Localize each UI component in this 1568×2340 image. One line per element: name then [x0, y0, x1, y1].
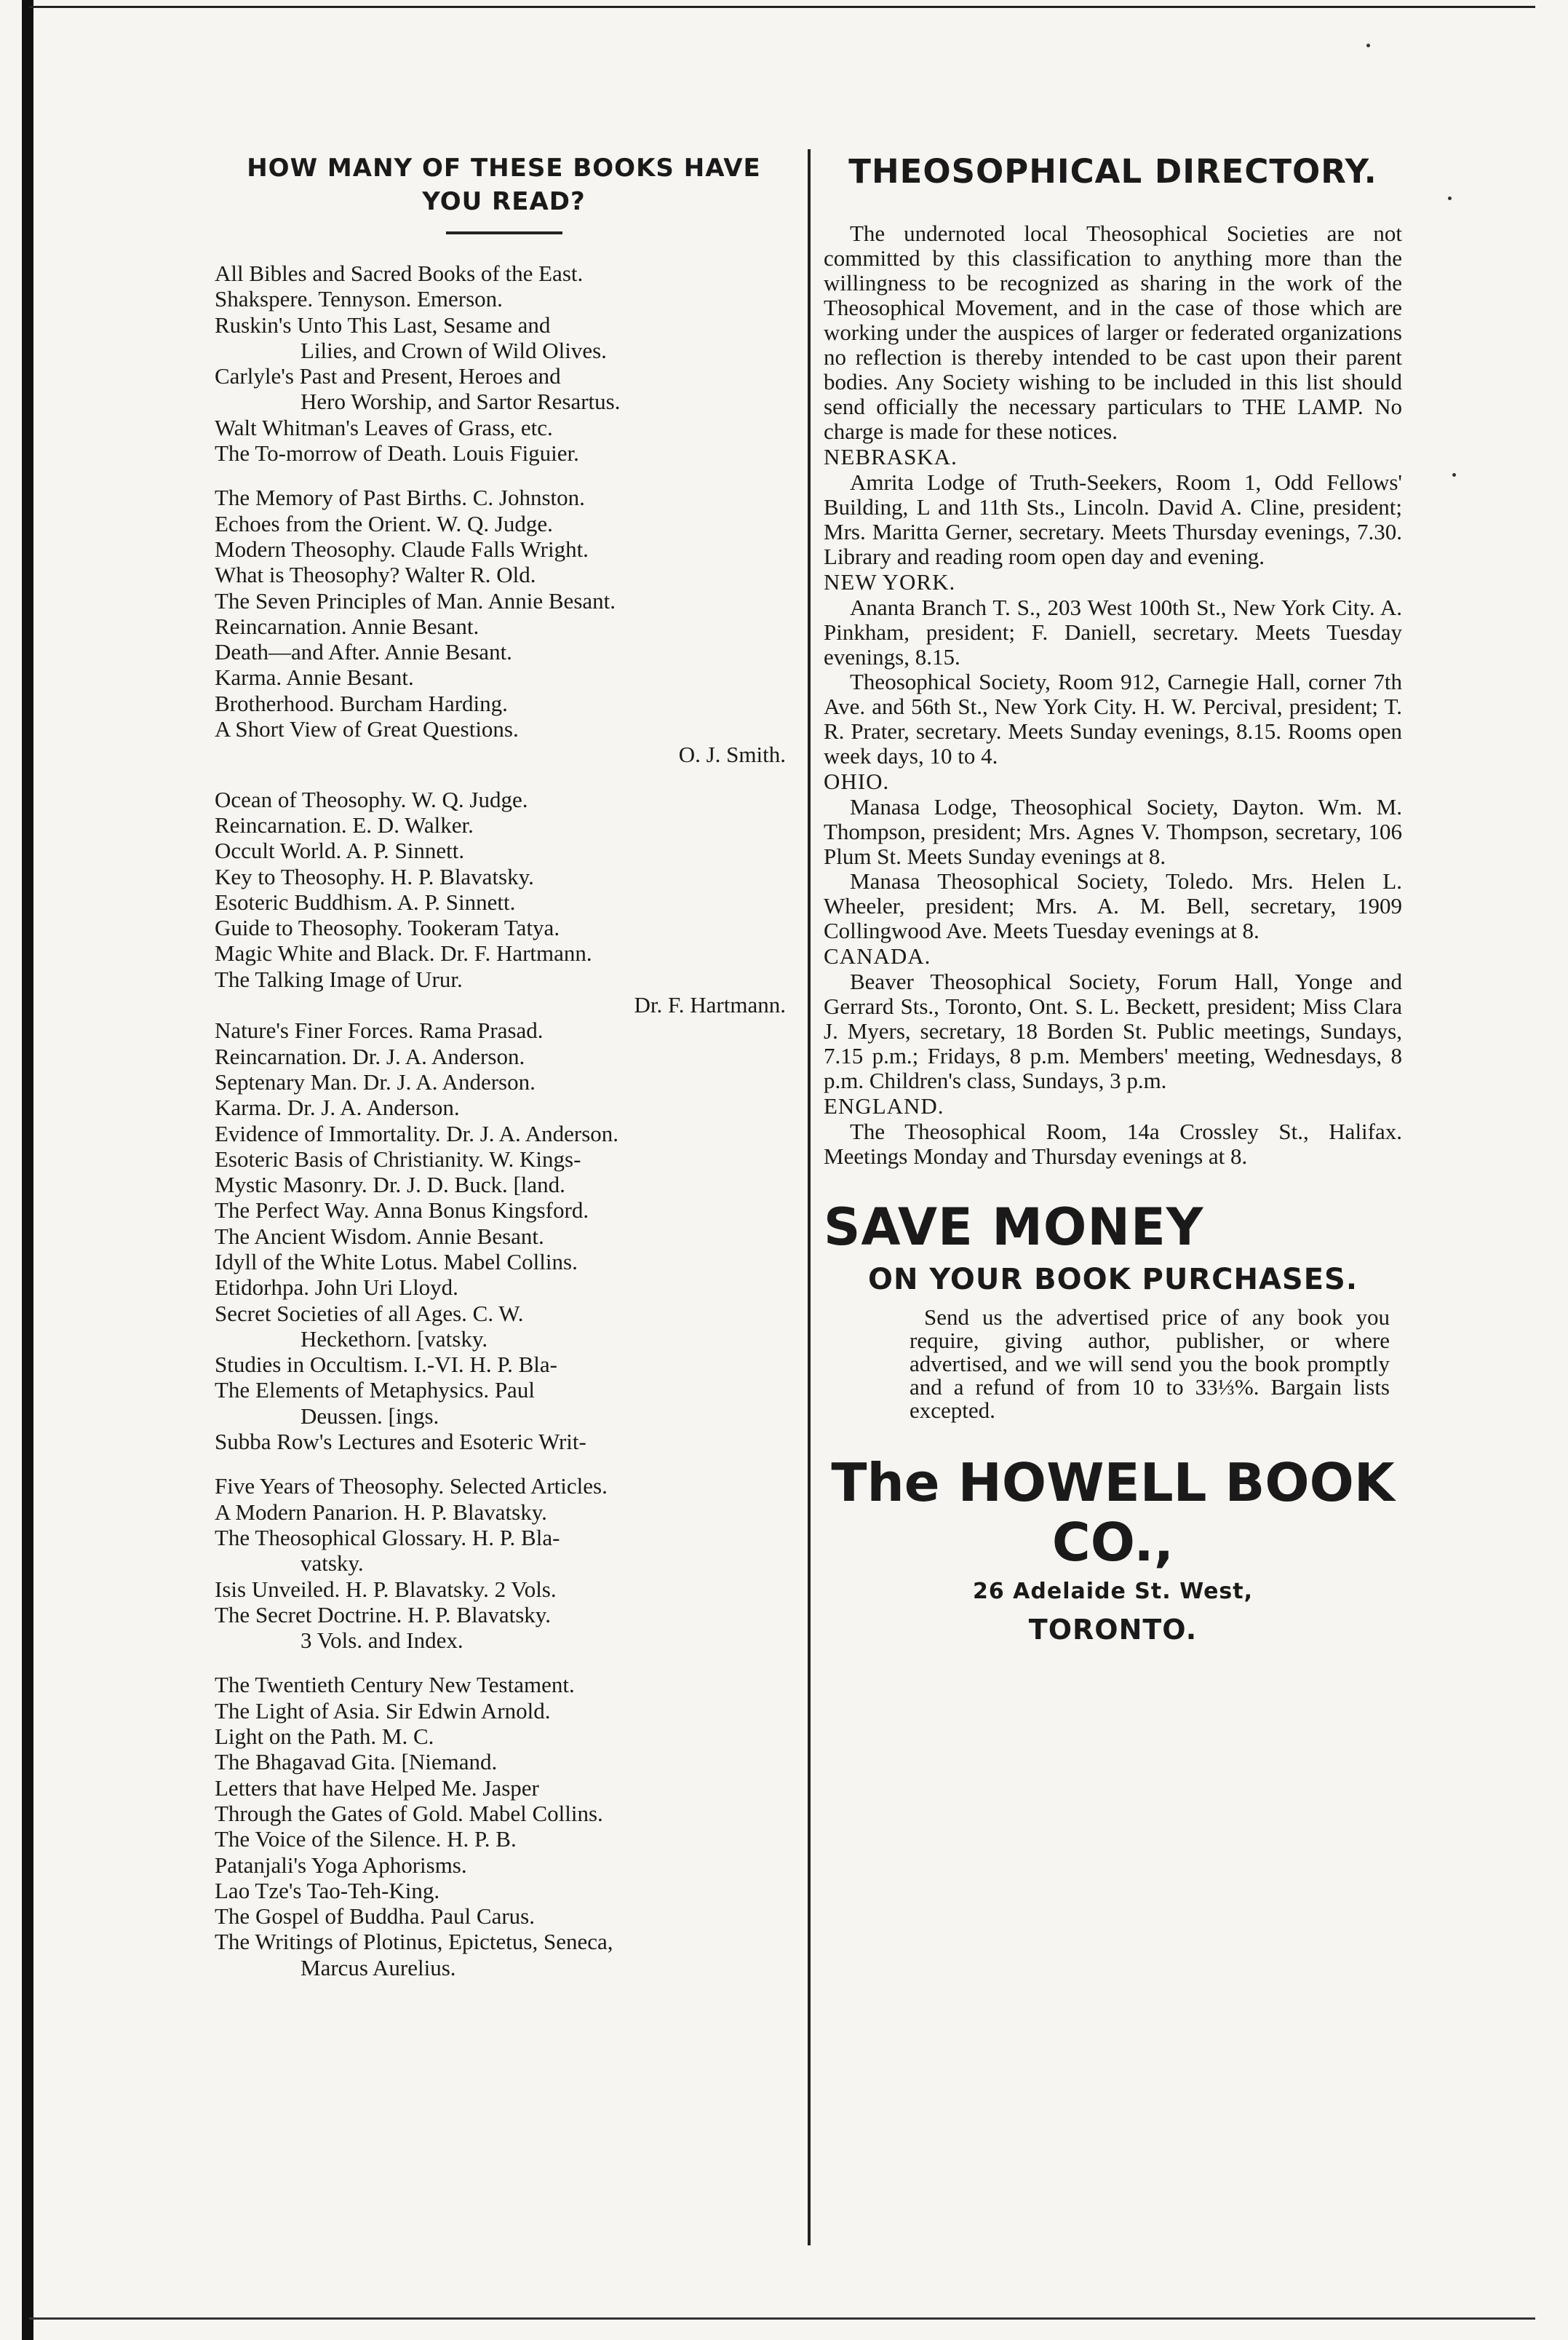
- book-group: [215, 787, 793, 1455]
- book-entry: Karma. Annie Besant.: [215, 665, 414, 691]
- directory-entry: Manasa Lodge, Theosophical Society, Dayton. Wm. M. Thompson, president; Mrs. Agnes V. Thompson, secretary, 106 Plum St. Meets Sunday evenings at 8.: [824, 794, 1402, 869]
- book-entry: Ruskin's Unto This Last, Sesame and: [215, 312, 551, 338]
- print-speck: [1452, 473, 1456, 477]
- book-entry: Occult World. A. P. Sinnett.: [215, 838, 465, 864]
- book-entry: Reincarnation. Dr. J. A. Anderson.: [215, 1043, 525, 1069]
- book-entry: Etidorhpa. John Uri Lloyd.: [215, 1274, 458, 1301]
- book-entry: Shakspere. Tennyson. Emerson.: [215, 286, 503, 312]
- book-entry: The Seven Principles of Man. Annie Besant.: [215, 587, 616, 614]
- print-speck: [1366, 44, 1370, 47]
- book-entry: Echoes from the Orient. W. Q. Judge.: [215, 510, 553, 536]
- page-binding-edge: [22, 0, 33, 2340]
- book-entry: Studies in Occultism. I.-VI. H. P. Bla-: [215, 1352, 557, 1378]
- book-entry: Light on the Path. M. C.: [215, 1724, 434, 1750]
- books-column: [215, 151, 793, 1999]
- book-entry: Reincarnation. E. D. Walker.: [215, 812, 474, 838]
- book-entry: Esoteric Buddhism. A. P. Sinnett.: [215, 889, 516, 915]
- book-entry: What is Theosophy? Walter R. Old.: [215, 562, 536, 588]
- book-entry: 3 Vols. and Index.: [301, 1627, 463, 1654]
- book-group: [215, 1473, 793, 1653]
- book-entry: Septenary Man. Dr. J. A. Anderson.: [215, 1068, 536, 1095]
- directory-entry: The Theosophical Room, 14a Crossley St., Halifax. Meetings Monday and Thursday evenings at 8.: [824, 1119, 1402, 1169]
- book-entry: Karma. Dr. J. A. Anderson.: [215, 1095, 460, 1121]
- book-entry: The Gospel of Buddha. Paul Carus.: [215, 1903, 535, 1929]
- company-address: 26 Adelaide St. West,: [972, 1579, 1254, 1604]
- book-group: [215, 261, 793, 466]
- book-entry: The Talking Image of Urur.: [215, 966, 463, 992]
- book-list: [215, 261, 793, 1980]
- page-top-border: [29, 6, 1535, 8]
- book-entry: A Short View of Great Questions.: [215, 716, 519, 742]
- directory-heading: THEOSOPHICAL DIRECTORY.: [848, 152, 1377, 191]
- book-entry: vatsky.: [301, 1550, 364, 1576]
- book-entry: The Light of Asia. Sir Edwin Arnold.: [215, 1697, 551, 1724]
- book-entry: Subba Row's Lectures and Esoteric Writ-: [215, 1429, 586, 1455]
- book-entry: Evidence of Immortality. Dr. J. A. Anderson.: [215, 1120, 619, 1146]
- directory-intro: The undernoted local Theosophical Societies are not committed by this classification to anything more than the willingness to be recognized as sharing in the work of the Theosophical Movement, and in the case of those which are working under the auspices of larger or federated organizations no reflection is thereby intended to be cast upon their parent bodies. Any Society wishing to be included in this list should send officially the necessary particulars to THE LAMP. No charge is made for these notices.: [824, 221, 1402, 444]
- book-entry: Walt Whitman's Leaves of Grass, etc.: [215, 414, 553, 440]
- book-entry: The Perfect Way. Anna Bonus Kingsford.: [215, 1197, 589, 1223]
- directory-listings: [824, 444, 1402, 1169]
- book-group: [215, 485, 793, 767]
- book-entry: The Twentieth Century New Testament.: [215, 1672, 575, 1698]
- book-entry: Isis Unveiled. H. P. Blavatsky. 2 Vols.: [215, 1576, 557, 1602]
- book-entry: Secret Societies of all Ages. C. W.: [215, 1300, 524, 1326]
- book-entry: The Writings of Plotinus, Epictetus, Seneca,: [215, 1929, 613, 1955]
- book-entry: Idyll of the White Lotus. Mabel Collins.: [215, 1248, 578, 1274]
- book-entry: Death—and After. Annie Besant.: [215, 639, 512, 665]
- advert-body: Send us the advertised price of any book you require, giving author, publisher, or where advertised, and we will send you the book promptly and a refund of from 10 to 33⅓%. Bargain lists excepted.: [910, 1304, 1390, 1423]
- book-entry: Esoteric Basis of Christianity. W. Kings-: [215, 1146, 581, 1172]
- book-entry: O. J. Smith.: [678, 742, 786, 768]
- book-entry: Lao Tze's Tao-Teh-King.: [215, 1877, 440, 1903]
- book-entry: The Elements of Metaphysics. Paul: [215, 1377, 535, 1403]
- directory-entry: Manasa Theosophical Society, Toledo. Mrs. Helen L. Wheeler, president; Mrs. A. M. Bell, secretary, 1909 Collingwood Ave. Meets Tuesday evenings at 8.: [824, 868, 1402, 943]
- book-entry: The Ancient Wisdom. Annie Besant.: [215, 1223, 544, 1249]
- book-entry: Dr. F. Hartmann.: [634, 992, 786, 1018]
- book-entry: Key to Theosophy. H. P. Blavatsky.: [215, 863, 534, 889]
- book-group: [215, 1672, 793, 1980]
- company-city: TORONTO.: [1028, 1614, 1198, 1646]
- book-entry: Patanjali's Yoga Aphorisms.: [215, 1852, 467, 1878]
- books-heading: HOW MANY OF THESE BOOKS HAVE YOU READ?: [247, 154, 761, 216]
- book-entry: Guide to Theosophy. Tookeram Tatya.: [215, 915, 560, 941]
- directory-entry: Amrita Lodge of Truth-Seekers, Room 1, Odd Fellows' Building, L and 11th Sts., Lincoln. David A. Cline, president; Mrs. Maritta Gerner, secretary. Meets Thursday evenings, 7.30. Library and reading room open day and evening.: [824, 469, 1402, 569]
- directory-region: NEBRASKA.: [824, 444, 958, 469]
- book-entry: The Voice of the Silence. H. P. B.: [215, 1826, 517, 1852]
- heading-rule: [446, 231, 562, 234]
- book-entry: The To-morrow of Death. Louis Figuier.: [215, 440, 579, 467]
- book-entry: All Bibles and Sacred Books of the East.: [215, 261, 584, 286]
- book-entry: Magic White and Black. Dr. F. Hartmann.: [215, 940, 592, 967]
- book-entry: Ocean of Theosophy. W. Q. Judge.: [215, 786, 528, 812]
- directory-column: [824, 151, 1402, 1646]
- book-entry: Brotherhood. Burcham Harding.: [215, 690, 508, 716]
- book-advertisement: [824, 1198, 1402, 1646]
- book-entry: Heckethorn. [vatsky.: [301, 1325, 488, 1352]
- advert-subhead: ON YOUR BOOK PURCHASES.: [867, 1263, 1358, 1296]
- page-bottom-border: [29, 2317, 1535, 2320]
- book-entry: Nature's Finer Forces. Rama Prasad.: [215, 1018, 544, 1044]
- print-speck: [1448, 197, 1452, 200]
- directory-region: CANADA.: [824, 943, 931, 969]
- advert-headline: SAVE MONEY: [824, 1197, 1204, 1257]
- book-entry: Letters that have Helped Me. Jasper: [215, 1774, 539, 1801]
- directory-entry: Beaver Theosophical Society, Forum Hall, Yonge and Gerrard Sts., Toronto, Ont. S. L. Beckett, president; Miss Clara J. Myers, secretary, 18 Borden St. Public meetings, Sundays, 7.15 p.m.; Fridays, 8 p.m. Members' meeting, Wednesdays, 8 p.m. Children's class, Sundays, 3 p.m.: [824, 969, 1402, 1093]
- book-entry: Reincarnation. Annie Besant.: [215, 613, 479, 639]
- directory-entry: Ananta Branch T. S., 203 West 100th St., New York City. A. Pinkham, president; F. Daniell, secretary. Meets Tuesday evenings, 8.15.: [824, 595, 1402, 670]
- directory-region: OHIO.: [824, 769, 890, 794]
- book-entry: Modern Theosophy. Claude Falls Wright.: [215, 536, 589, 562]
- book-entry: Lilies, and Crown of Wild Olives.: [301, 337, 607, 363]
- book-entry: The Bhagavad Gita. [Niemand.: [215, 1749, 498, 1775]
- directory-entry: Theosophical Society, Room 912, Carnegie Hall, corner 7th Ave. and 56th St., New York City. H. W. Percival, president; T. R. Prater, secretary. Meets Sunday evenings, 8.15. Rooms open week days, 10 to 4.: [824, 669, 1402, 769]
- book-entry: Carlyle's Past and Present, Heroes and: [215, 363, 561, 389]
- book-entry: The Theosophical Glossary. H. P. Bla-: [215, 1524, 560, 1550]
- book-entry: Five Years of Theosophy. Selected Articles.: [215, 1473, 608, 1499]
- directory-region: NEW YORK.: [824, 569, 956, 595]
- column-divider: [808, 149, 811, 2245]
- directory-region: ENGLAND.: [824, 1093, 944, 1119]
- book-entry: Hero Worship, and Sartor Resartus.: [301, 389, 621, 415]
- company-name: The HOWELL BOOK CO.,: [831, 1452, 1395, 1573]
- book-entry: Deussen. [ings.: [301, 1403, 439, 1429]
- book-entry: The Memory of Past Births. C. Johnston.: [215, 485, 585, 511]
- book-entry: Through the Gates of Gold. Mabel Collins.: [215, 1800, 603, 1826]
- book-entry: The Secret Doctrine. H. P. Blavatsky.: [215, 1601, 552, 1627]
- book-entry: Marcus Aurelius.: [301, 1954, 456, 1980]
- book-entry: A Modern Panarion. H. P. Blavatsky.: [215, 1499, 547, 1525]
- book-entry: Mystic Masonry. Dr. J. D. Buck. [land.: [215, 1172, 565, 1198]
